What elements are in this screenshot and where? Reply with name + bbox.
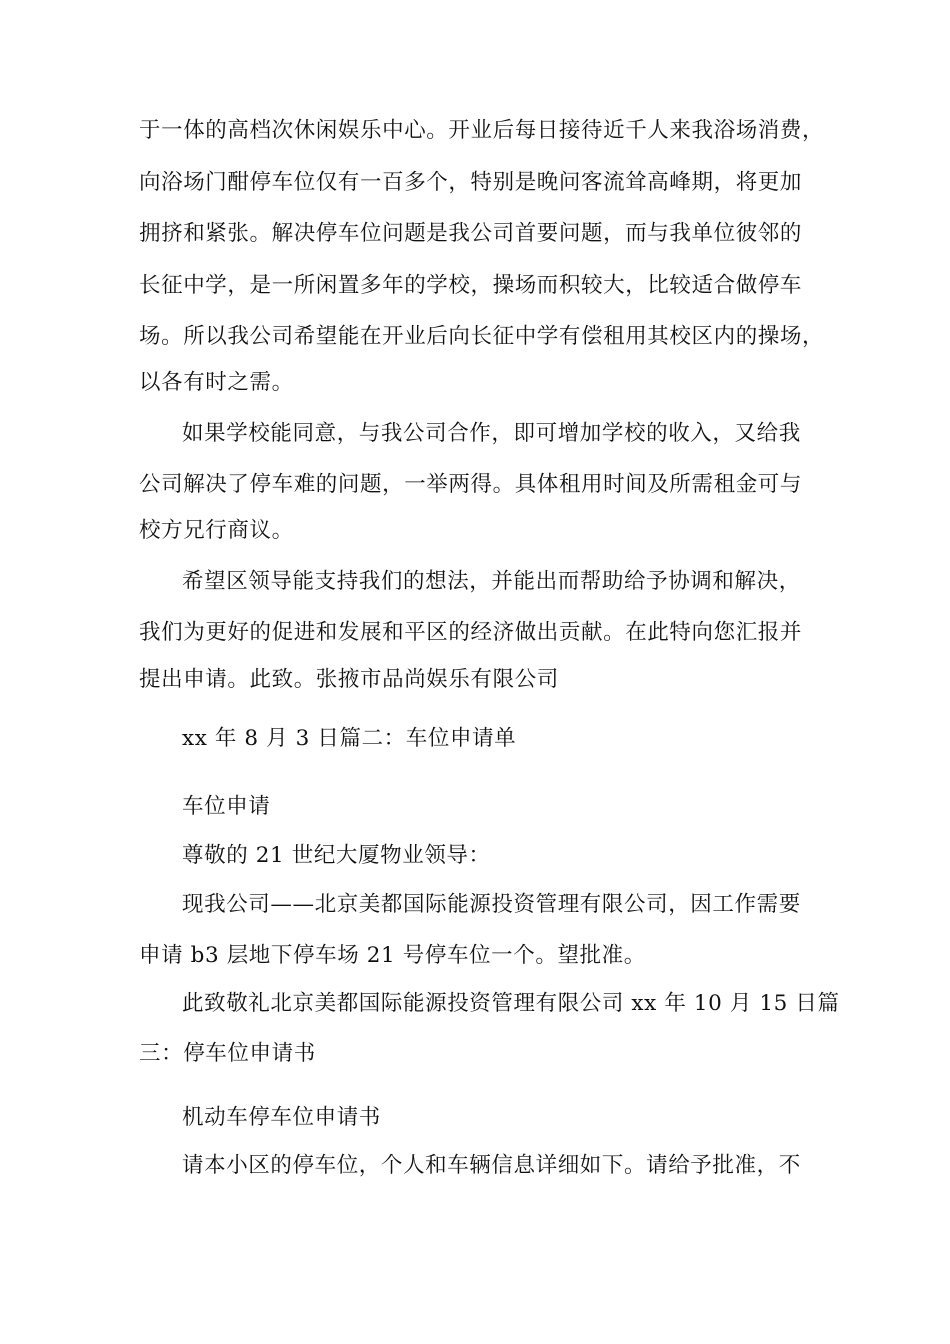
text-line: 我们为更好的促进和发展和平区的经济做出贡献。在此特向您汇报并 (139, 620, 803, 645)
text-line: 于一体的高档次休闲娱乐中心。开业后每日接待近千人来我浴场消费， (139, 118, 825, 143)
text-line: 现我公司——北京美都国际能源投资管理有限公司，因工作需要 (182, 892, 801, 917)
text-line: 拥挤和紧张。解决停车位问题是我公司首要问题，而与我单位彼邻的 (139, 221, 803, 246)
text-line: 公司解决了停车难的问题，一举两得。具体租用时间及所需租金可与 (139, 472, 803, 497)
text-line: 提出申请。此致。张掖市品尚娱乐有限公司 (139, 667, 559, 692)
text-line: 机动车停车位申请书 (182, 1105, 381, 1130)
text-line: 车位申请 (182, 794, 271, 819)
text-line: xx 年 8 月 3 日篇二：车位申请单 (182, 726, 517, 751)
text-line: 场。所以我公司希望能在开业后向长征中学有偿租用其校区内的操场， (139, 324, 825, 349)
text-line: 如果学校能同意，与我公司合作，即可增加学校的收入，又给我 (182, 421, 801, 446)
text-line: 此致敬礼北京美都国际能源投资管理有限公司 xx 年 10 月 15 日篇 (182, 991, 840, 1016)
text-line: 长征中学，是一所闲置多年的学校，操场而积较大，比较适合做停车 (139, 273, 803, 298)
text-line: 申请 b3 层地下停车场 21 号停车位一个。望批准。 (139, 943, 646, 968)
text-line: 向浴场门酣停车位仅有一百多个，特别是晚问客流耸高峰期，将更加 (139, 170, 803, 195)
text-line: 校方兄行商议。 (139, 518, 294, 543)
text-line: 尊敬的 21 世纪大厦物业领导： (182, 843, 491, 868)
text-line: 请本小区的停车位，个人和车辆信息详细如下。请给予批准，不 (182, 1153, 801, 1178)
text-line: 三：停车位申请书 (139, 1041, 316, 1066)
text-line: 希望区领导能支持我们的想法，并能出而帮助给予协调和解决， (182, 569, 801, 594)
text-line: 以各有时之需。 (139, 370, 294, 395)
